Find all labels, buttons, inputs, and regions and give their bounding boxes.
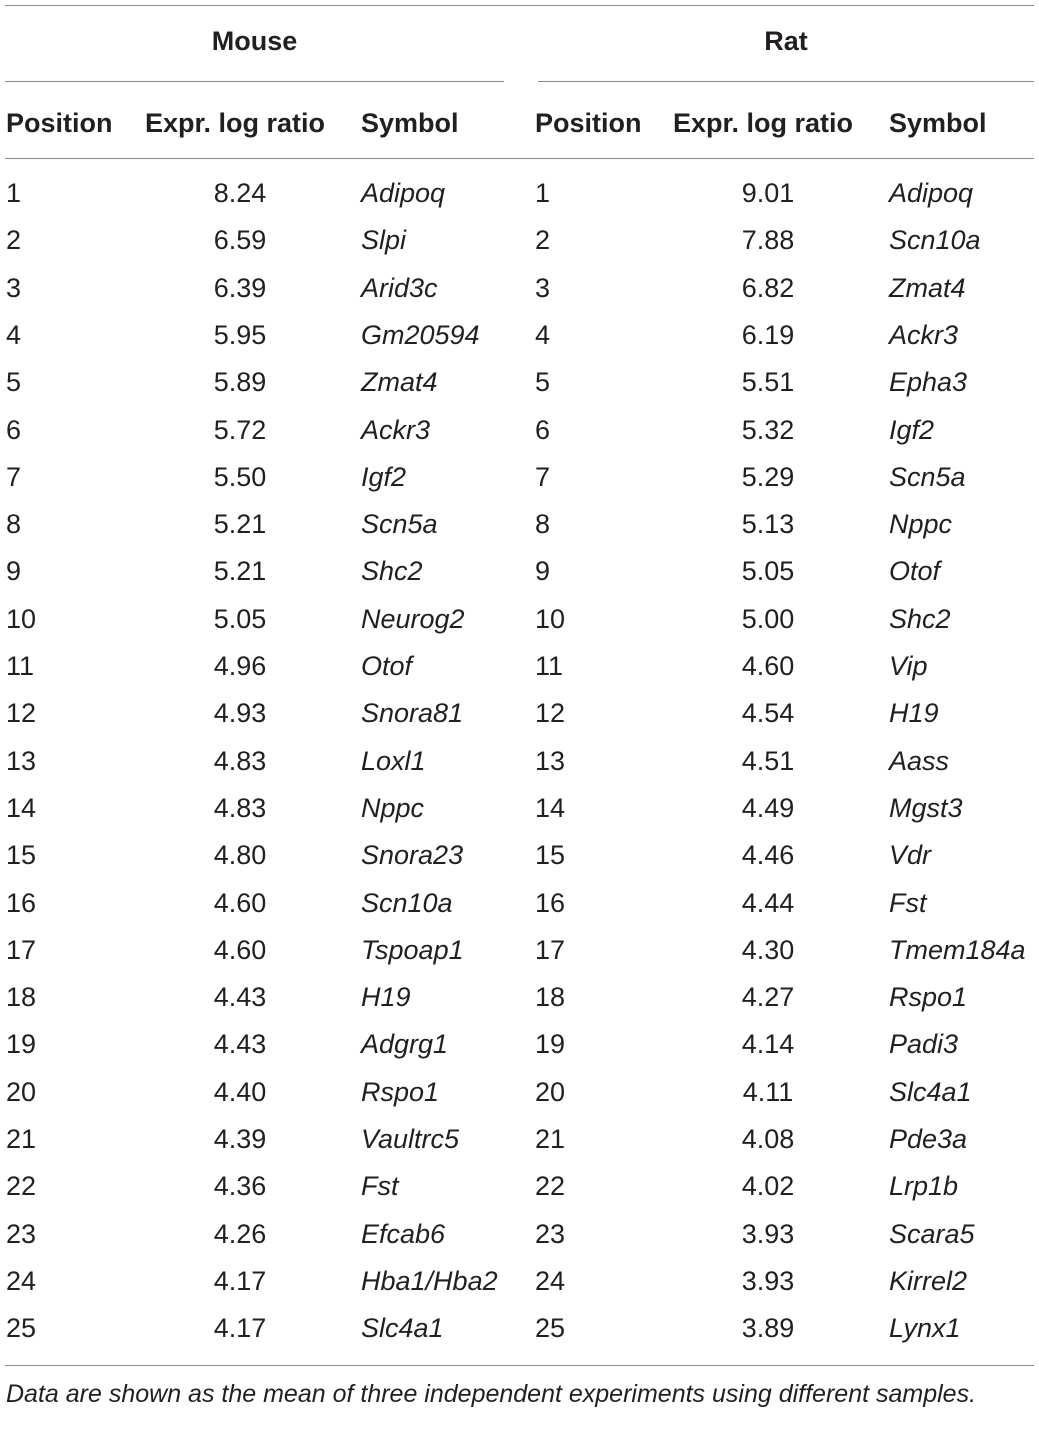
cell-position-rat: 21: [535, 1124, 566, 1154]
cell-position-mouse: 20: [6, 1077, 37, 1107]
cell-position-mouse: 23: [6, 1219, 37, 1249]
cell-expr-rat: 4.60: [741, 651, 795, 681]
cell-symbol-rat: H19: [889, 698, 939, 728]
cell-expr-mouse: 5.05: [213, 604, 267, 634]
cell-position-rat: 10: [535, 604, 566, 634]
cell-position-mouse: 14: [6, 793, 37, 823]
cell-symbol-mouse: Ackr3: [361, 415, 431, 445]
cell-symbol-mouse: Fst: [361, 1171, 399, 1201]
cell-symbol-mouse: Tspoap1: [361, 935, 464, 965]
cell-symbol-rat: Tmem184a: [889, 935, 1026, 965]
cell-position-mouse: 19: [6, 1029, 37, 1059]
cell-position-rat: 14: [535, 793, 566, 823]
cell-expr-rat: 4.44: [741, 888, 795, 918]
cell-symbol-mouse: Slc4a1: [361, 1313, 444, 1343]
top-rule: [5, 5, 1034, 6]
cell-symbol-mouse: Scn10a: [361, 888, 453, 918]
cell-expr-rat: 9.01: [741, 178, 795, 208]
cell-position-rat: 25: [535, 1313, 566, 1343]
header-position-rat: Position: [535, 108, 642, 138]
cell-expr-mouse: 8.24: [213, 178, 267, 208]
cell-expr-mouse: 4.40: [213, 1077, 267, 1107]
header-symbol-rat: Symbol: [889, 108, 987, 138]
cell-position-rat: 12: [535, 698, 566, 728]
header-expr-rat: Expr. log ratio: [673, 108, 854, 138]
cell-position-rat: 15: [535, 840, 566, 870]
cell-symbol-rat: Mgst3: [889, 793, 963, 823]
cell-expr-mouse: 4.96: [213, 651, 267, 681]
cell-expr-mouse: 4.83: [213, 746, 267, 776]
cell-symbol-mouse: H19: [361, 982, 411, 1012]
cell-position-mouse: 6: [6, 415, 22, 445]
header-symbol-mouse: Symbol: [361, 108, 459, 138]
cell-expr-mouse: 5.50: [213, 462, 267, 492]
cell-position-rat: 9: [535, 556, 551, 586]
group-header-rat: Rat: [764, 26, 808, 56]
table-footnote: Data are shown as the mean of three independent experiments using different samples.: [6, 1380, 977, 1408]
cell-symbol-rat: Scara5: [889, 1219, 975, 1249]
cell-expr-rat: 4.14: [741, 1029, 795, 1059]
cell-expr-mouse: 4.60: [213, 888, 267, 918]
cell-position-mouse: 12: [6, 698, 37, 728]
cell-expr-mouse: 4.36: [213, 1171, 267, 1201]
header-rule: [5, 158, 1034, 159]
cell-symbol-mouse: Igf2: [361, 462, 407, 492]
bottom-rule: [5, 1365, 1034, 1366]
cell-symbol-rat: Fst: [889, 888, 927, 918]
cell-expr-rat: 5.00: [741, 604, 795, 634]
cell-symbol-rat: Zmat4: [889, 273, 966, 303]
cell-symbol-rat: Otof: [889, 556, 941, 586]
cell-expr-mouse: 4.93: [213, 698, 267, 728]
cell-expr-mouse: 5.72: [213, 415, 267, 445]
cell-symbol-rat: Epha3: [889, 367, 968, 397]
cell-expr-mouse: 4.83: [213, 793, 267, 823]
cell-expr-mouse: 4.80: [213, 840, 267, 870]
cell-position-mouse: 22: [6, 1171, 37, 1201]
cell-expr-mouse: 4.43: [213, 1029, 267, 1059]
cell-symbol-mouse: Rspo1: [361, 1077, 440, 1107]
cell-expr-rat: 7.88: [741, 225, 795, 255]
cell-expr-mouse: 4.60: [213, 935, 267, 965]
header-position-mouse: Position: [6, 108, 113, 138]
cell-position-mouse: 15: [6, 840, 37, 870]
cell-symbol-mouse: Otof: [361, 651, 413, 681]
cell-symbol-mouse: Vaultrc5: [361, 1124, 460, 1154]
cell-position-mouse: 1: [6, 178, 22, 208]
cell-expr-rat: 5.13: [741, 509, 795, 539]
cell-symbol-rat: Pde3a: [889, 1124, 968, 1154]
header-expr-mouse: Expr. log ratio: [145, 108, 326, 138]
cell-symbol-rat: Shc2: [889, 604, 951, 634]
cell-symbol-mouse: Adgrg1: [361, 1029, 449, 1059]
cell-symbol-rat: Lynx1: [889, 1313, 961, 1343]
cell-symbol-mouse: Adipoq: [361, 178, 446, 208]
cell-symbol-rat: Rspo1: [889, 982, 968, 1012]
cell-expr-rat: 4.30: [741, 935, 795, 965]
cell-position-mouse: 9: [6, 556, 22, 586]
group-rule-mouse: [5, 81, 504, 82]
cell-symbol-mouse: Slpi: [361, 225, 407, 255]
cell-position-rat: 1: [535, 178, 551, 208]
cell-position-rat: 5: [535, 367, 551, 397]
cell-expr-rat: 3.93: [741, 1266, 795, 1296]
cell-symbol-rat: Igf2: [889, 415, 935, 445]
cell-position-mouse: 7: [6, 462, 22, 492]
cell-position-rat: 17: [535, 935, 566, 965]
cell-expr-rat: 4.08: [741, 1124, 795, 1154]
cell-position-rat: 18: [535, 982, 566, 1012]
cell-expr-mouse: 4.17: [213, 1313, 267, 1343]
cell-position-rat: 16: [535, 888, 566, 918]
cell-position-mouse: 25: [6, 1313, 37, 1343]
cell-symbol-rat: Slc4a1: [889, 1077, 972, 1107]
cell-symbol-rat: Vdr: [889, 840, 932, 870]
cell-symbol-mouse: Snora81: [361, 698, 464, 728]
cell-position-mouse: 10: [6, 604, 37, 634]
cell-position-rat: 19: [535, 1029, 566, 1059]
cell-position-mouse: 8: [6, 509, 22, 539]
cell-symbol-mouse: Scn5a: [361, 509, 438, 539]
cell-expr-rat: 4.51: [741, 746, 795, 776]
cell-position-rat: 3: [535, 273, 551, 303]
cell-position-mouse: 4: [6, 320, 22, 350]
cell-expr-mouse: 4.17: [213, 1266, 267, 1296]
cell-symbol-mouse: Loxl1: [361, 746, 426, 776]
cell-position-mouse: 16: [6, 888, 37, 918]
cell-position-rat: 22: [535, 1171, 566, 1201]
cell-expr-rat: 4.11: [742, 1077, 794, 1107]
cell-expr-rat: 5.05: [741, 556, 795, 586]
cell-expr-mouse: 4.26: [213, 1219, 267, 1249]
cell-expr-rat: 5.32: [741, 415, 795, 445]
cell-expr-rat: 4.46: [741, 840, 795, 870]
cell-symbol-rat: Lrp1b: [889, 1171, 959, 1201]
cell-expr-rat: 5.29: [741, 462, 795, 492]
cell-expr-mouse: 5.21: [213, 556, 267, 586]
cell-symbol-mouse: Shc2: [361, 556, 423, 586]
cell-symbol-rat: Adipoq: [889, 178, 974, 208]
cell-symbol-mouse: Hba1/Hba2: [361, 1266, 498, 1296]
group-rule-rat: [538, 81, 1034, 82]
cell-position-rat: 7: [535, 462, 551, 492]
cell-expr-mouse: 4.43: [213, 982, 267, 1012]
cell-position-rat: 4: [535, 320, 551, 350]
cell-position-rat: 23: [535, 1219, 566, 1249]
cell-symbol-rat: Kirrel2: [889, 1266, 968, 1296]
cell-position-rat: 20: [535, 1077, 566, 1107]
cell-expr-rat: 4.54: [741, 698, 795, 728]
cell-symbol-rat: Padi3: [889, 1029, 959, 1059]
cell-position-mouse: 21: [6, 1124, 37, 1154]
cell-position-mouse: 24: [6, 1266, 37, 1296]
cell-expr-rat: 4.02: [741, 1171, 795, 1201]
cell-expr-rat: 5.51: [741, 367, 795, 397]
cell-position-mouse: 2: [6, 225, 22, 255]
cell-position-rat: 2: [535, 225, 551, 255]
cell-position-rat: 24: [535, 1266, 566, 1296]
cell-expr-rat: 6.19: [741, 320, 795, 350]
cell-expr-rat: 4.49: [741, 793, 795, 823]
cell-position-mouse: 5: [6, 367, 22, 397]
cell-symbol-mouse: Gm20594: [361, 320, 480, 350]
cell-position-rat: 6: [535, 415, 551, 445]
cell-symbol-rat: Ackr3: [889, 320, 959, 350]
cell-symbol-mouse: Zmat4: [361, 367, 438, 397]
cell-expr-mouse: 6.39: [213, 273, 267, 303]
cell-symbol-rat: Vip: [889, 651, 928, 681]
cell-expr-mouse: 6.59: [213, 225, 267, 255]
cell-position-mouse: 18: [6, 982, 37, 1012]
cell-symbol-rat: Scn5a: [889, 462, 966, 492]
cell-symbol-rat: Aass: [889, 746, 950, 776]
cell-expr-rat: 4.27: [741, 982, 795, 1012]
cell-symbol-mouse: Neurog2: [361, 604, 465, 634]
cell-expr-rat: 6.82: [741, 273, 795, 303]
cell-position-rat: 11: [535, 651, 564, 681]
cell-expr-mouse: 5.21: [213, 509, 267, 539]
cell-symbol-rat: Scn10a: [889, 225, 981, 255]
cell-symbol-mouse: Arid3c: [361, 273, 438, 303]
cell-symbol-mouse: Nppc: [361, 793, 425, 823]
cell-symbol-rat: Nppc: [889, 509, 953, 539]
cell-position-rat: 8: [535, 509, 551, 539]
cell-expr-rat: 3.93: [741, 1219, 795, 1249]
cell-position-rat: 13: [535, 746, 566, 776]
cell-position-mouse: 3: [6, 273, 22, 303]
cell-expr-rat: 3.89: [741, 1313, 795, 1343]
cell-expr-mouse: 5.89: [213, 367, 267, 397]
cell-expr-mouse: 5.95: [213, 320, 267, 350]
group-header-mouse: Mouse: [211, 26, 298, 56]
cell-position-mouse: 13: [6, 746, 37, 776]
cell-position-mouse: 11: [6, 651, 35, 681]
cell-symbol-mouse: Snora23: [361, 840, 464, 870]
cell-position-mouse: 17: [6, 935, 37, 965]
cell-symbol-mouse: Efcab6: [361, 1219, 446, 1249]
cell-expr-mouse: 4.39: [213, 1124, 267, 1154]
